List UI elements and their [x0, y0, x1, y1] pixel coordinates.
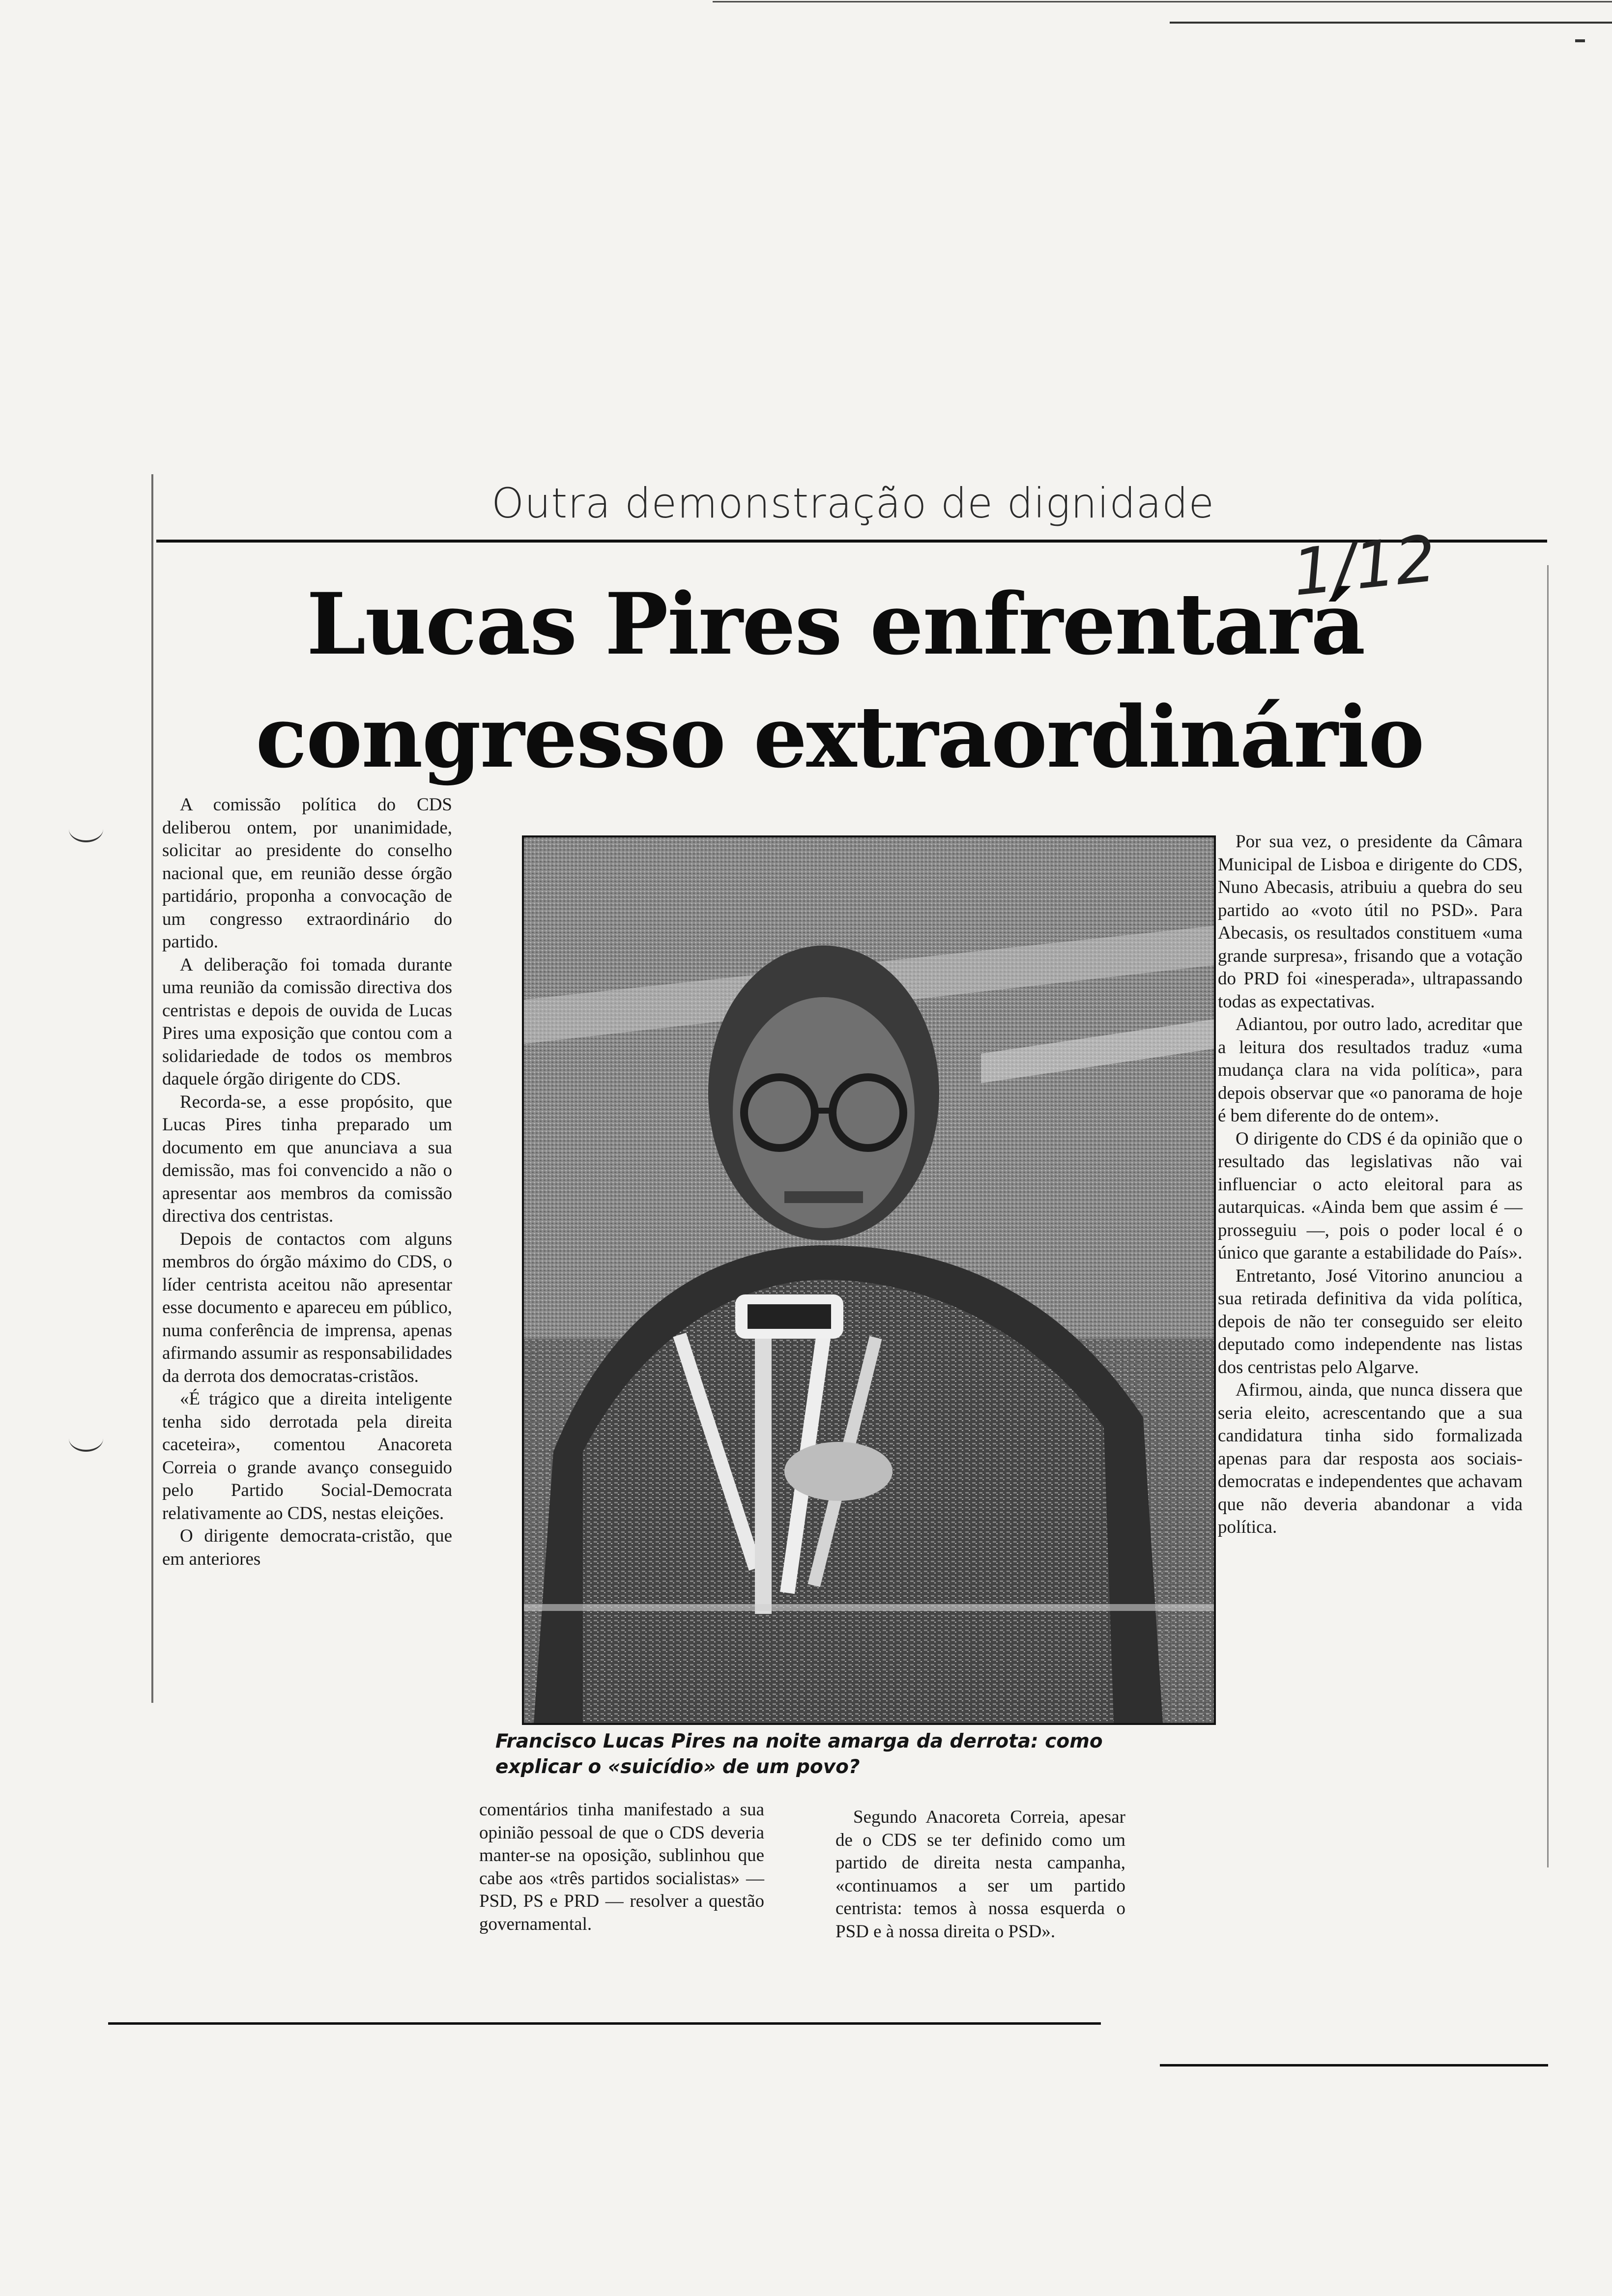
kicker-title: Outra demonstração de dignidade — [491, 479, 1215, 527]
photo-caption: Francisco Lucas Pires na noite amarga da derrota: como explicar o «suicídio» de um povo? — [495, 1730, 1103, 1778]
column-right — [1218, 831, 1523, 1539]
paragraph: «É trágico que a direita inteligente tenha sido derrotada pela direita caceteira», comentou Anacoreta Correia o grande avanço conseguido pelo Partido Social-Democrata relativamente ao CDS, nestas eleições. — [162, 1389, 452, 1523]
handwritten-note: 1/12 — [1289, 521, 1440, 610]
scan-edge-line-top — [713, 1, 1612, 2]
paragraph: Depois de contactos com alguns membros do órgão máximo do CDS, o líder centrista aceitou não apresentar esse documento e apareceu em público, numa conferência de imprensa, apenas afirmando assumir as responsabilidades da derrota dos democratas-cristãos. — [162, 1229, 452, 1386]
paragraph: O dirigente democrata-cristão, que em anteriores — [162, 1526, 452, 1569]
scan-edge-line-left — [151, 474, 153, 1703]
paragraph: A comissão política do CDS deliberou ontem, por unanimidade, solicitar ao presidente do conselho nacional que, em reunião desse órgão partidário, proponha a convocação de um congresso extraordinário do partido. — [162, 795, 452, 952]
paragraph: Segundo Anacoreta Correia, apesar de o CDS se ter definido como um partido de direita nesta campanha, «continuamos a ser um partido centrista: temos à nossa esquerda o PSD e à nossa direita o PSD». — [835, 1807, 1125, 1942]
scan-edge-line-top-right — [1170, 22, 1612, 24]
column-left — [162, 794, 452, 1571]
headline-line-1: Lucas Pires enfrentará — [306, 574, 1365, 674]
scan-mark — [69, 1425, 103, 1452]
column-mid-right — [835, 1806, 1125, 1943]
scan-mark — [1575, 39, 1585, 42]
paragraph: Entretanto, José Vitorino anunciou a sua retirada definitiva da vida política, depois de não ter conseguido ser eleito deputado como independente nas listas dos centristas pelo Algarve. — [1218, 1265, 1523, 1378]
paragraph: comentários tinha manifestado a sua opinião pessoal de que o CDS deveria manter-se na oposição, sublinhou que cabe aos «três partidos socialistas» — PSD, PS e PRD — resolver a questão governamental. — [479, 1800, 764, 1934]
scan-edge-line-right — [1547, 565, 1549, 1867]
footer-rule-right — [1160, 2064, 1548, 2066]
column-mid-left — [479, 1799, 764, 1936]
paragraph: O dirigente do CDS é da opinião que o resultado das legislativas não vai influenciar o acto eleitoral para as autarquicas. «Ainda bem que assim é — prosseguiu —, pois o poder local é o único que garante a estabilidade do País». — [1218, 1128, 1523, 1263]
footer-rule-left — [108, 2022, 1101, 2025]
scan-mark — [69, 816, 103, 842]
news-photo — [522, 835, 1216, 1725]
photo-image — [524, 837, 1214, 1723]
paragraph: Por sua vez, o presidente da Câmara Municipal de Lisboa e dirigente do CDS, Nuno Abecasis, atribuiu a quebra do seu partido ao «voto útil no PSD». Para Abecasis, os resultados constituem «uma grande surpresa», frisando que a votação do PRD foi «inesperada», ultrapassando todas as expectativas. — [1218, 832, 1523, 1012]
paragraph: Recorda-se, a esse propósito, que Lucas Pires tinha preparado um documento em que anunciava a sua demissão, mas foi convencido a não o apresentar aos membros da comissão directiva dos centristas. — [162, 1091, 452, 1226]
paragraph: A deliberação foi tomada durante uma reunião da comissão directiva dos centristas e depois de ouvida de Lucas Pires uma exposição que contou com a solidariedade de todos os membros daquele órgão dirigente do CDS. — [162, 954, 452, 1089]
paragraph: Adiantou, por outro lado, acreditar que a leitura dos resultados traduz «uma mudança clara na vida política», para depois observar que «o panorama de hoje é bem diferente do de ontem». — [1218, 1014, 1523, 1126]
headline-line-2: congresso extraordinário — [256, 687, 1424, 787]
paragraph: Afirmou, ainda, que nunca dissera que seria eleito, acrescentando que a sua candidatura tinha sido formalizada apenas para dar resposta aos sociais-democratas e independentes que achavam que não deveria abandonar a vida política. — [1218, 1380, 1523, 1537]
